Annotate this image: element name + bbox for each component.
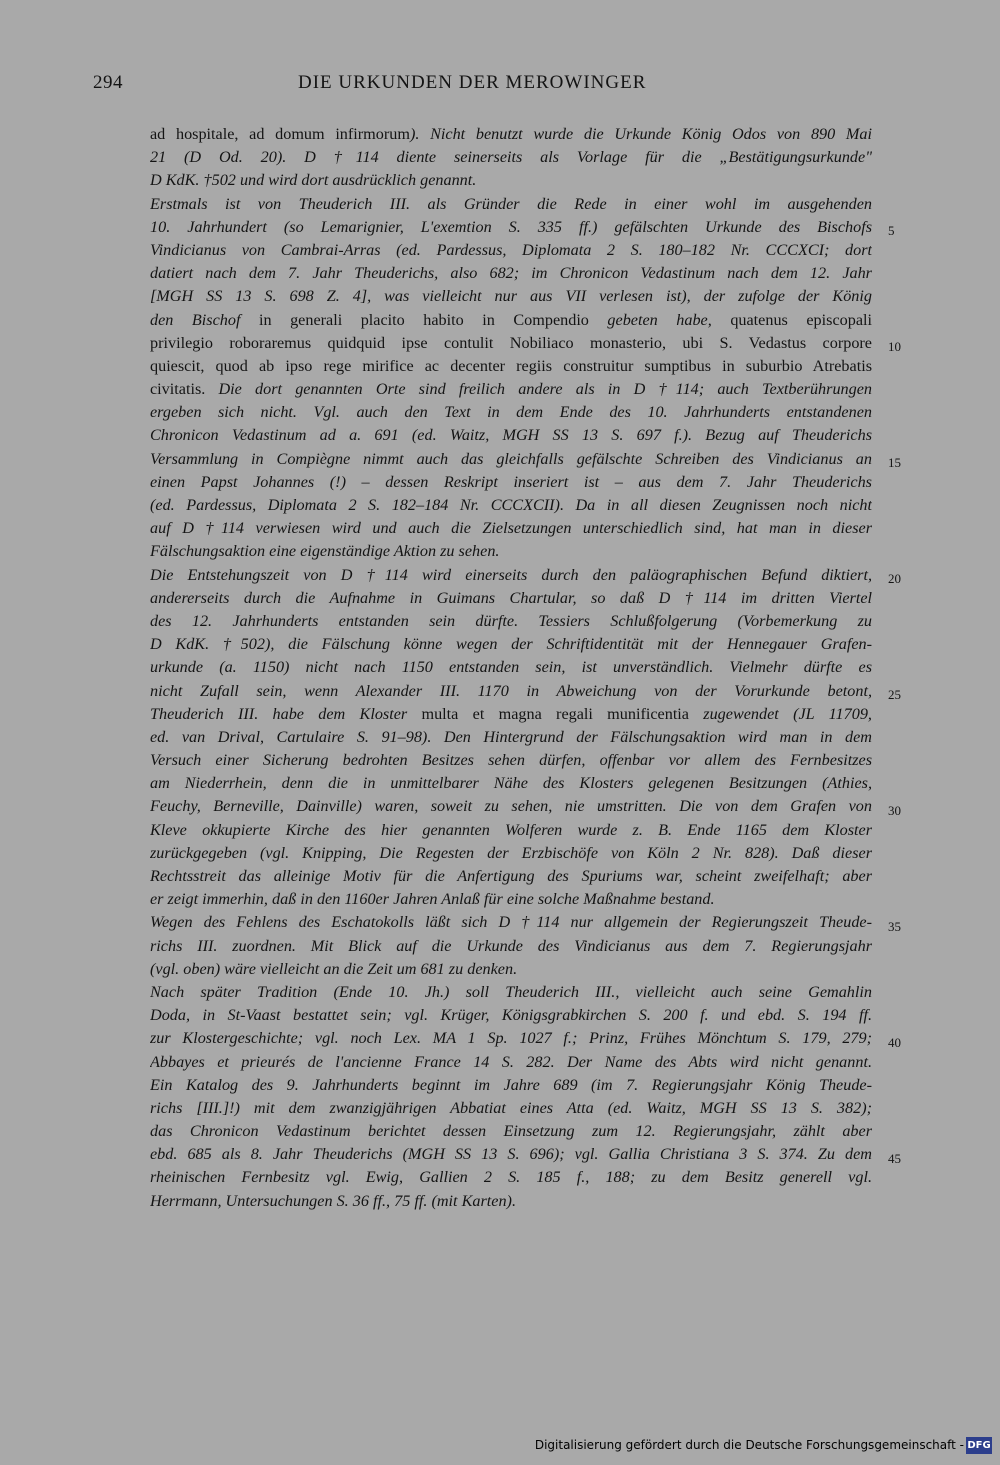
italic-text: gebeten habe, [607,310,712,329]
text-line [150,680,872,703]
running-title: DIE URKUNDEN DER MEROWINGER [298,72,647,93]
text-line [150,169,872,192]
text-line [150,958,872,981]
line-number: 40 [888,1034,901,1050]
text-line [150,726,872,749]
italic-text: D KdK. †502), die Fälschung könne wegen der Schriftidentität mit der Hennegauer Grafen- [150,635,872,654]
text-line [150,633,872,656]
funding-notice: Digitalisierung gefördert durch die Deutsche Forschungsgemeinschaft - [534,1438,964,1452]
italic-text: nicht Zufall sein, wenn Alexander III. 1170 in Abweichung von der Vorurkunde betont, [150,681,872,700]
text-line [150,795,872,818]
italic-text: richs III. zuordnen. Mit Blick auf die Urkunde des Vindicianus aus dem 7. Regierungsjahr [150,936,872,955]
text-line [150,1051,872,1074]
text-line [150,285,872,308]
italic-text: ). Nicht benutzt wurde die Urkunde König Odos von 890 Mai [409,125,872,143]
italic-text: urkunde (a. 1150) nicht nach 1150 entstanden sein, ist unverständlich. Vielmehr dürfte es [150,658,872,677]
italic-text: Rechtsstreit das alleinige Motiv für die Anfertigung des Spuriums war, scheint zweifelhaft; aber [150,867,872,885]
text-line [150,703,872,726]
page-header [0,72,1000,102]
latin-quote-text: civitatis. [150,380,219,399]
italic-text: Erstmals ist von Theuderich III. als Gründer die Rede in einer wohl im ausgehenden [150,194,872,213]
text-line [150,1004,872,1027]
italic-text: (vgl. oben) wäre vielleicht an die Zeit um 681 zu denken. [150,959,518,978]
italic-text: des 12. Jahrhunderts entstanden sein dürfte. Tessiers Schlußfolgerung (Vorbemerkung zu [150,611,872,630]
text-line [150,911,872,934]
italic-text: den Bischof [150,310,241,329]
text-line [150,819,872,842]
latin-quote-text: quiescit, quod ab ipso rege mirifice ac decenter regiis construitur sumptibus in suburbio Atrebatis [150,356,872,375]
page-number: 294 [93,72,123,93]
line-number: 15 [888,454,901,470]
italic-text: Fälschungsaktion eine eigenständige Aktion zu sehen. [150,542,500,561]
text-line [150,540,872,563]
text-line [150,424,872,447]
text-line [150,935,872,958]
text-line [150,401,872,424]
italic-text: 21 (D Od. 20). D †114 diente seinerseits als Vorlage für die „Bestätigungsurkunde" [150,148,872,167]
text-line [150,1120,872,1143]
text-line [150,1166,872,1189]
text-line [150,378,872,401]
text-line [150,865,872,888]
italic-text: Ein Katalog des 9. Jahrhunderts beginnt im Jahre 689 (im 7. Regierungsjahr König Theude- [150,1075,872,1094]
text-line [150,772,872,795]
italic-text: zurückgegeben (vgl. Knipping, Die Regesten der Erzbischöfe von Köln 2 Nr. 828). Daß dieser [150,843,872,862]
italic-text: ed. van Drival, Cartulaire S. 91–98). Den Hintergrund der Fälschungsaktion wird man in dem [150,727,872,746]
text-line [150,332,872,355]
text-line [150,309,872,332]
text-line [150,471,872,494]
italic-text: Herrmann, Untersuchungen S. 36 ff., 75 ff. (mit Karten). [150,1191,516,1210]
italic-text: richs [III.]!) mit dem zwanzigjährigen Abbatiat eines Atta (ed. Waitz, MGH SS 13 S. 382); [150,1098,872,1117]
text-line [150,517,872,540]
line-number: 5 [888,222,895,238]
italic-text: andererseits durch die Aufnahme in Guimans Chartular, so daß D †114 im dritten Viertel [150,588,872,607]
italic-text: [MGH SS 13 S. 698 Z. 4], was vielleicht nur aus VII verlesen ist), der zufolge der König [150,287,872,306]
text-line [150,1097,872,1120]
italic-text: Doda, in St-Vaast bestattet sein; vgl. Krüger, Königsgrabkirchen S. 200 f. und ebd. S. 194 ff. [150,1006,872,1025]
dfg-logo-icon: DFG [966,1437,992,1454]
latin-quote-text: ad hospitale, ad domum infirmorum [150,125,410,143]
page-footer [0,1437,1000,1457]
italic-text: einen Papst Johannes (!) – dessen Reskript inseriert ist – aus dem 7. Jahr Theuderichs [150,472,872,491]
text-line [150,146,872,169]
text-line [150,494,872,517]
line-number: 10 [888,338,901,354]
line-number: 20 [888,570,901,586]
text-line [150,355,872,378]
italic-text: ebd. 685 als 8. Jahr Theuderichs (MGH SS 13 S. 696); vgl. Gallia Christiana 3 S. 374. Zu dem [150,1145,872,1164]
italic-text: (ed. Pardessus, Diplomata 2 S. 182–184 Nr. CCCXCII). Da in all diesen Zeugnissen noch nicht [150,496,872,514]
italic-text: Theuderich III. habe dem Kloster [150,704,408,723]
latin-quote-text: multa et magna regali munificentia [407,704,704,723]
latin-quote-text: quatenus episcopali [711,310,872,329]
latin-quote-text: in generali placito habito in Compendio [240,310,608,329]
line-number: 25 [888,686,901,702]
italic-text: Abbayes et prieurés de l'ancienne France 14 S. 282. Der Name des Abts wird nicht genannt. [150,1052,872,1071]
text-line [150,749,872,772]
italic-text: Die Entstehungszeit von D †114 wird einerseits durch den paläographischen Befund diktiert, [150,565,872,584]
italic-text: Die dort genannten Orte sind freilich andere als in D †114; auch Textberührungen [218,380,872,399]
text-line [150,564,872,587]
text-line [150,981,872,1004]
text-line [150,193,872,216]
text-line [150,1074,872,1097]
italic-text: Feuchy, Berneville, Dainville) waren, soweit zu sehen, nie umstritten. Die von dem Grafen von [150,797,872,816]
italic-text: zur Klostergeschichte; vgl. noch Lex. MA 1 Sp. 1027 f.; Prinz, Frühes Mönchtum S. 179, 279; [150,1029,872,1048]
text-line [150,656,872,679]
italic-text: D KdK. †502 und wird dort ausdrücklich genannt. [150,171,477,190]
line-number: 35 [888,918,901,934]
italic-text: er zeigt immerhin, daß in den 1160er Jahren Anlaß für eine solche Maßnahme bestand. [150,890,715,909]
italic-text: ergeben sich nicht. Vgl. auch den Text in dem Ende des 10. Jahrhunderts entstandenen [150,403,872,422]
text-line [150,1190,872,1213]
text-line [150,587,872,610]
text-line [150,610,872,633]
text-line [150,1027,872,1050]
italic-text: Wegen des Fehlens des Eschatokolls läßt sich D †114 nur allgemein der Regierungszeit Theude- [150,913,872,932]
body-text [150,123,872,1213]
text-line [150,216,872,239]
text-line [150,888,872,911]
italic-text: am Niederrhein, denn die in unmittelbarer Nähe des Klosters gelegenen Besitzungen (Athies, [150,774,872,793]
italic-text: 10. Jahrhundert (so Lemarignier, L'exemtion S. 335 ff.) gefälschten Urkunde des Bischofs [150,217,872,236]
text-line [150,842,872,865]
italic-text: Nach später Tradition (Ende 10. Jh.) soll Theuderich III., vielleicht auch seine Gemahlin [150,982,872,1001]
italic-text: Chronicon Vedastinum ad a. 691 (ed. Waitz, MGH SS 13 S. 697 f.). Bezug auf Theuderichs [150,426,872,445]
italic-text: rheinischen Fernbesitz vgl. Ewig, Gallien 2 S. 185 f., 188; zu dem Besitz generell vgl. [150,1168,872,1187]
text-line [150,262,872,285]
text-line [150,1143,872,1166]
italic-text: auf D †114 verwiesen wird und auch die Zielsetzungen unterschiedlich sind, hat man in dieser [150,519,872,538]
text-line [150,448,872,471]
italic-text: Versuch einer Sicherung bedrohten Besitzes sehen dürfen, offenbar vor allem des Fernbesitzes [150,751,872,770]
italic-text: datiert nach dem 7. Jahr Theuderichs, also 682; im Chronicon Vedastinum nach dem 12. Jahr [150,264,872,283]
latin-quote-text: privilegio roboraremus quidquid ipse contulit Nobiliaco monasterio, ubi S. Vedastus corpore [150,333,872,352]
italic-text: das Chronicon Vedastinum berichtet dessen Einsetzung zum 12. Regierungsjahr, zählt aber [150,1122,872,1141]
line-number: 45 [888,1150,901,1166]
italic-text: Kleve okkupierte Kirche des hier genannten Wolferen wurde z. B. Ende 1165 dem Kloster [150,820,872,839]
text-line [150,239,872,262]
italic-text: zugewendet (JL 11709, [703,704,872,723]
italic-text: Versammlung in Compiègne nimmt auch das gleichfalls gefälschte Schreiben des Vindicianus an [150,449,872,468]
text-line [150,123,872,146]
italic-text: Vindicianus von Cambrai-Arras (ed. Pardessus, Diplomata 2 S. 180–182 Nr. CCCXCI; dort [150,240,872,259]
line-number: 30 [888,802,901,818]
